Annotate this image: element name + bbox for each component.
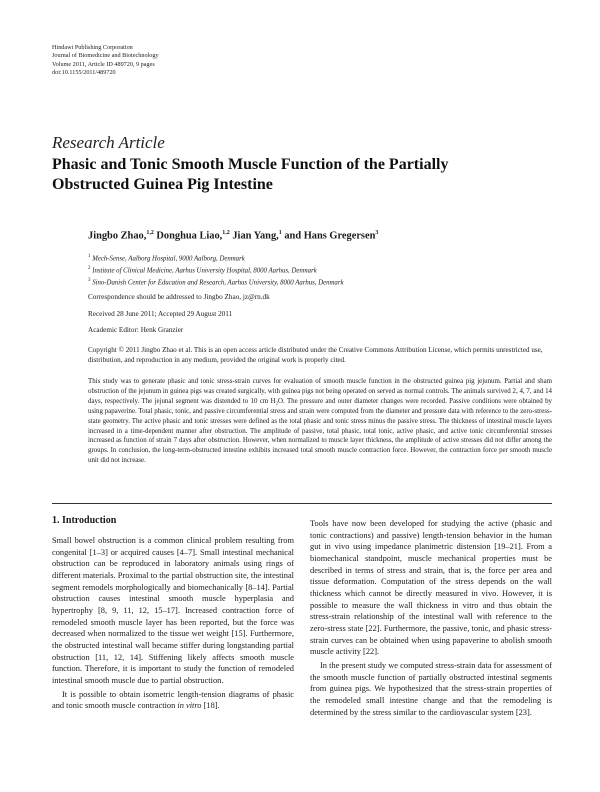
right-column [310, 518, 552, 718]
paragraph-text: It is possible to obtain isometric length-tension diagrams of phasic and tonic smooth muscle contraction [52, 689, 294, 711]
author-name: Donghua Liao, [153, 230, 223, 242]
author-name: and Hans Gregersen [281, 230, 376, 242]
affiliation-text: Sino-Danish Center for Education and Research, Aarhus University, 8000 Aarhus, Denmark [92, 278, 344, 286]
author-affil-sup: 1,2 [146, 230, 154, 236]
article-kind: Research Article [52, 133, 165, 152]
affiliation [88, 264, 344, 276]
author-affil-sup: 1 [278, 230, 282, 236]
publisher-line: Hindawi Publishing Corporation [52, 44, 133, 51]
journal-line: Journal of Biomedicine and Biotechnology [52, 52, 159, 60]
affiliation-number: 3 [88, 277, 91, 283]
affiliation-text: Institute of Clinical Medicine, Aarhus University Hospital, 8000 Aarhus, Denmark [92, 267, 317, 275]
paragraph: Tools have now been developed for studying the active (phasic and tonic contractions) and passive) length-tension behavior in the human gut in vivo using impedance planimetric distension [19–21]. From a biomechanical standpoint, muscle mechanical properties must be described in terms of stress and strain, that is, the force per area and tissue deformation. Computation of the stress depends on the wall thickness which cannot be directly measured in vivo. However, it is possible to measure the wall thickness in vitro and thus obtain the stress-strain relationship of the intestinal wall with reference to the zero-stress state [22]. Furthermore, the passive, tonic, and phasic stress-strain curves can be obtained when using papaverine to abolish smooth muscle activity [22]. [310, 519, 552, 657]
dates-line: Received 28 June 2011; Accepted 29 August 2011 [88, 310, 233, 318]
paragraph-text: [18]. [201, 701, 220, 711]
editor-line: Academic Editor: Henk Granzier [88, 326, 184, 334]
paragraph [52, 689, 294, 712]
author-name: Jingbo Zhao, [88, 230, 147, 242]
author-list [88, 230, 378, 241]
journal-header [52, 44, 159, 77]
affiliation [88, 252, 344, 264]
affiliation-text: Mech-Sense, Aalborg Hospital, 9000 Aalborg, Denmark [92, 255, 245, 263]
volume-line: Volume 2011, Article ID 489720, 9 pages [52, 60, 155, 68]
doi-line: doi:10.1155/2011/489720 [52, 68, 116, 76]
italic-term: in vitro [177, 701, 202, 711]
title-line: Phasic and Tonic Smooth Muscle Function of the Partially [52, 156, 449, 173]
affiliation-list [88, 252, 344, 288]
affiliation-number: 1 [88, 254, 91, 259]
affiliation-number: 2 [88, 265, 91, 271]
paragraph: In the present study we computed stress-strain data for assessment of the smooth muscle function of partially obstructed intestinal segments from guinea pigs. We hypothesized that the stress-strain properties of the remodeled small intestine change and that the remodeling is determined by the stress similar to the cardiovascular system [23]. [310, 660, 552, 717]
section-divider [52, 503, 552, 504]
paragraph: Small bowel obstruction is a common clinical problem resulting from congenital [1–3] or acquired causes [4–7]. Small intestinal mechanical obstruction can be reproduced in laboratory animals using rings of different materials. Proximal to the partial obstruction site, the intestinal segment remodels morphologically and biomechanically [8–14]. Partial obstruction causes intestinal smooth muscle hyperplasia and hypertrophy [8, 9, 11, 12, 15–17]. Increased contraction force of remodeled smooth muscle layer has been reported, but the force was decreased when normalized to the tissue wet weight [15]. Furthermore, the obstructed intestinal wall became stiffer during longstanding partial obstruction [11, 12, 14]. Stiffening likely affects smooth muscle function. Therefore, it is important to study the function of remodeled intestinal smooth muscle due to partial obstruction. [52, 536, 294, 685]
section-heading: 1. Introduction [52, 515, 117, 526]
left-column [52, 535, 294, 712]
author-name: Jian Yang, [229, 230, 279, 242]
author-affil-sup: 3 [375, 230, 379, 236]
title-line: Obstructed Guinea Pig Intestine [52, 176, 273, 193]
correspondence-line: Correspondence should be addressed to Jingbo Zhao, jz@rn.dk [88, 293, 270, 301]
abstract-text: This study was to generate phasic and tonic stress-strain curves for evaluation of smooth muscle function in the obstructed guinea pig jejunum. Partial and sham obstruction of the jejunum in guinea pigs was created surgically, with guinea pigs not being operated on served as normal controls. The animals survived 2, 4, 7, and 14 days, respectively. The jejunal segment was distended to 10 cm H₂O. The pressure and outer diameter changes were recorded. Passive conditions were obtained by using papaverine. Total phasic, tonic, and passive circumferential stress and strain were computed from the diameter and pressure data with reference to the zero-stress-state geometry. The active phasic and tonic stresses were defined as the total phasic and tonic stress minus the passive stress. The thickness of intestinal muscle layers increased in a time-dependent manner after obstruction. The amplitude of passive, total phasic, total tonic, active phasic, and active tonic circumferential stresses increased as function of strain 7 days after obstruction. However, when normalized to muscle layer thickness, the amplitude of active stresses did not differ among the groups. In conclusion, the long-term-obstructed intestine exhibits increased total smooth muscle contraction force. However, the contraction force per smooth muscle unit did not increase. [88, 378, 552, 465]
paper-title [52, 155, 552, 195]
copyright-notice: Copyright © 2011 Jingbo Zhao et al. This is an open access article distributed under the Creative Commons Attribution License, which permits unrestricted use, distribution, and reproduction in any medium, provided the original work is properly cited. [88, 346, 543, 364]
author-affil-sup: 1,2 [222, 230, 230, 236]
affiliation [88, 276, 344, 288]
